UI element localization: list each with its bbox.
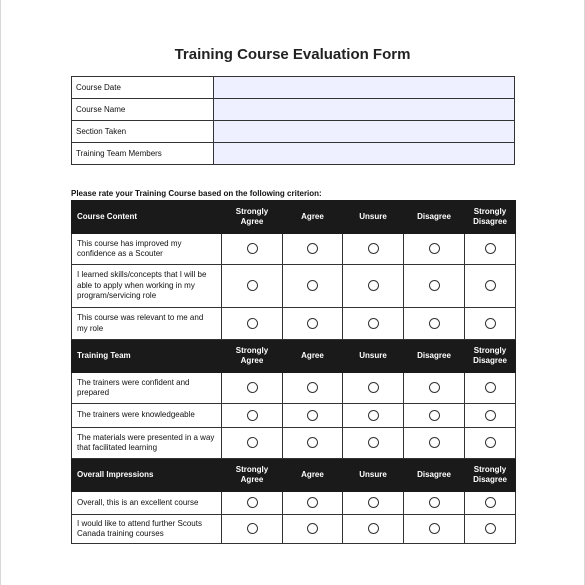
section-taken-input[interactable] [214,121,514,142]
radio-agree[interactable] [307,280,318,291]
rating-cell [404,492,465,515]
rating-cell [404,404,465,428]
rating-cell [465,515,516,544]
radio-disagree[interactable] [429,523,440,534]
radio-disagree[interactable] [429,410,440,421]
radio-strongly-agree[interactable] [247,497,258,508]
rating-cell [404,515,465,544]
radio-strongly-disagree[interactable] [485,382,496,393]
rating-cell [343,265,404,308]
rating-cell [404,234,465,265]
info-row-course-date [72,77,515,99]
rating-instruction: Please rate your Training Course based on the following criterion: [71,189,322,198]
radio-disagree[interactable] [429,437,440,448]
question-text: The trainers were knowledgeable [72,404,222,428]
rating-cell [404,428,465,459]
form-title: Training Course Evaluation Form [174,46,411,63]
question-text: I would like to attend further Scouts Canada training courses [72,515,222,544]
radio-strongly-disagree[interactable] [485,318,496,329]
radio-agree[interactable] [307,523,318,534]
course-date-input[interactable] [214,77,514,98]
scale-header: Disagree [404,201,465,234]
info-field-cell [214,143,515,165]
scale-header: Agree [283,340,343,373]
radio-strongly-agree[interactable] [247,280,258,291]
question-row [72,404,516,428]
scale-header: Disagree [404,459,465,492]
info-row-training-team [72,143,515,165]
rating-cell [404,308,465,340]
question-row [72,373,516,404]
info-row-section-taken [72,121,515,143]
rating-cell [343,492,404,515]
question-text: The materials were presented in a way that facilitated learning [72,428,222,459]
scale-header: Strongly Disagree [465,340,516,373]
radio-disagree[interactable] [429,497,440,508]
radio-unsure[interactable] [368,497,379,508]
radio-disagree[interactable] [429,382,440,393]
rating-cell [283,428,343,459]
section-title: Overall Impressions [72,459,222,492]
radio-disagree[interactable] [429,243,440,254]
rating-cell [404,373,465,404]
info-label: Section Taken [72,121,214,143]
radio-unsure[interactable] [368,410,379,421]
info-field-cell [214,99,515,121]
radio-agree[interactable] [307,410,318,421]
rating-cell [465,373,516,404]
radio-strongly-disagree[interactable] [485,280,496,291]
scale-header: Unsure [343,340,404,373]
course-name-input[interactable] [214,99,514,120]
section-title: Training Team [72,340,222,373]
question-row [72,428,516,459]
section-title: Course Content [72,201,222,234]
radio-strongly-agree[interactable] [247,382,258,393]
course-info-table [71,76,515,165]
scale-header: Strongly Disagree [465,459,516,492]
rating-cell [283,492,343,515]
question-row [72,515,516,544]
rating-cell [283,404,343,428]
radio-agree[interactable] [307,318,318,329]
info-field-cell [214,77,515,99]
rating-cell [283,234,343,265]
scale-header: Strongly Agree [222,459,283,492]
rating-cell [283,373,343,404]
radio-unsure[interactable] [368,243,379,254]
rating-cell [222,234,283,265]
question-text: I learned skills/concepts that I will be able to apply when working in my program/servicing role [72,265,222,308]
radio-unsure[interactable] [368,437,379,448]
rating-table [71,200,516,544]
radio-unsure[interactable] [368,280,379,291]
rating-cell [222,404,283,428]
radio-unsure[interactable] [368,523,379,534]
info-label: Course Date [72,77,214,99]
question-row [72,492,516,515]
rating-cell [404,265,465,308]
rating-cell [222,265,283,308]
radio-strongly-disagree[interactable] [485,523,496,534]
section-header-course-content [72,201,516,234]
rating-cell [465,234,516,265]
rating-cell [222,308,283,340]
section-header-training-team [72,340,516,373]
scale-header: Strongly Agree [222,340,283,373]
radio-strongly-disagree[interactable] [485,243,496,254]
scale-header: Unsure [343,201,404,234]
radio-unsure[interactable] [368,382,379,393]
section-header-overall-impressions [72,459,516,492]
radio-strongly-agree[interactable] [247,410,258,421]
rating-cell [343,428,404,459]
rating-cell [343,308,404,340]
scale-header: Agree [283,459,343,492]
rating-cell [283,265,343,308]
radio-strongly-agree[interactable] [247,523,258,534]
rating-cell [465,404,516,428]
rating-cell [465,308,516,340]
info-label: Course Name [72,99,214,121]
scale-header: Unsure [343,459,404,492]
training-team-input[interactable] [214,143,514,164]
question-row [72,308,516,340]
radio-unsure[interactable] [368,318,379,329]
radio-strongly-disagree[interactable] [485,497,496,508]
radio-strongly-disagree[interactable] [485,437,496,448]
rating-cell [283,308,343,340]
rating-cell [222,492,283,515]
info-label: Training Team Members [72,143,214,165]
rating-cell [222,428,283,459]
rating-cell [465,265,516,308]
scale-header: Strongly Agree [222,201,283,234]
radio-disagree[interactable] [429,280,440,291]
radio-agree[interactable] [307,497,318,508]
question-row [72,265,516,308]
radio-strongly-agree[interactable] [247,437,258,448]
radio-agree[interactable] [307,382,318,393]
question-text: The trainers were confident and prepared [72,373,222,404]
question-text: Overall, this is an excellent course [72,492,222,515]
radio-agree[interactable] [307,243,318,254]
question-text: This course was relevant to me and my role [72,308,222,340]
radio-strongly-agree[interactable] [247,243,258,254]
question-text: This course has improved my confidence as a Scouter [72,234,222,265]
rating-cell [222,373,283,404]
radio-strongly-disagree[interactable] [485,410,496,421]
info-field-cell [214,121,515,143]
scale-header: Strongly Disagree [465,201,516,234]
rating-cell [465,492,516,515]
question-row [72,234,516,265]
rating-cell [343,373,404,404]
rating-cell [283,515,343,544]
scale-header: Agree [283,201,343,234]
info-row-course-name [72,99,515,121]
scale-header: Disagree [404,340,465,373]
radio-disagree[interactable] [429,318,440,329]
radio-agree[interactable] [307,437,318,448]
radio-strongly-agree[interactable] [247,318,258,329]
rating-cell [343,515,404,544]
rating-cell [222,515,283,544]
rating-cell [465,428,516,459]
rating-cell [343,234,404,265]
rating-cell [343,404,404,428]
